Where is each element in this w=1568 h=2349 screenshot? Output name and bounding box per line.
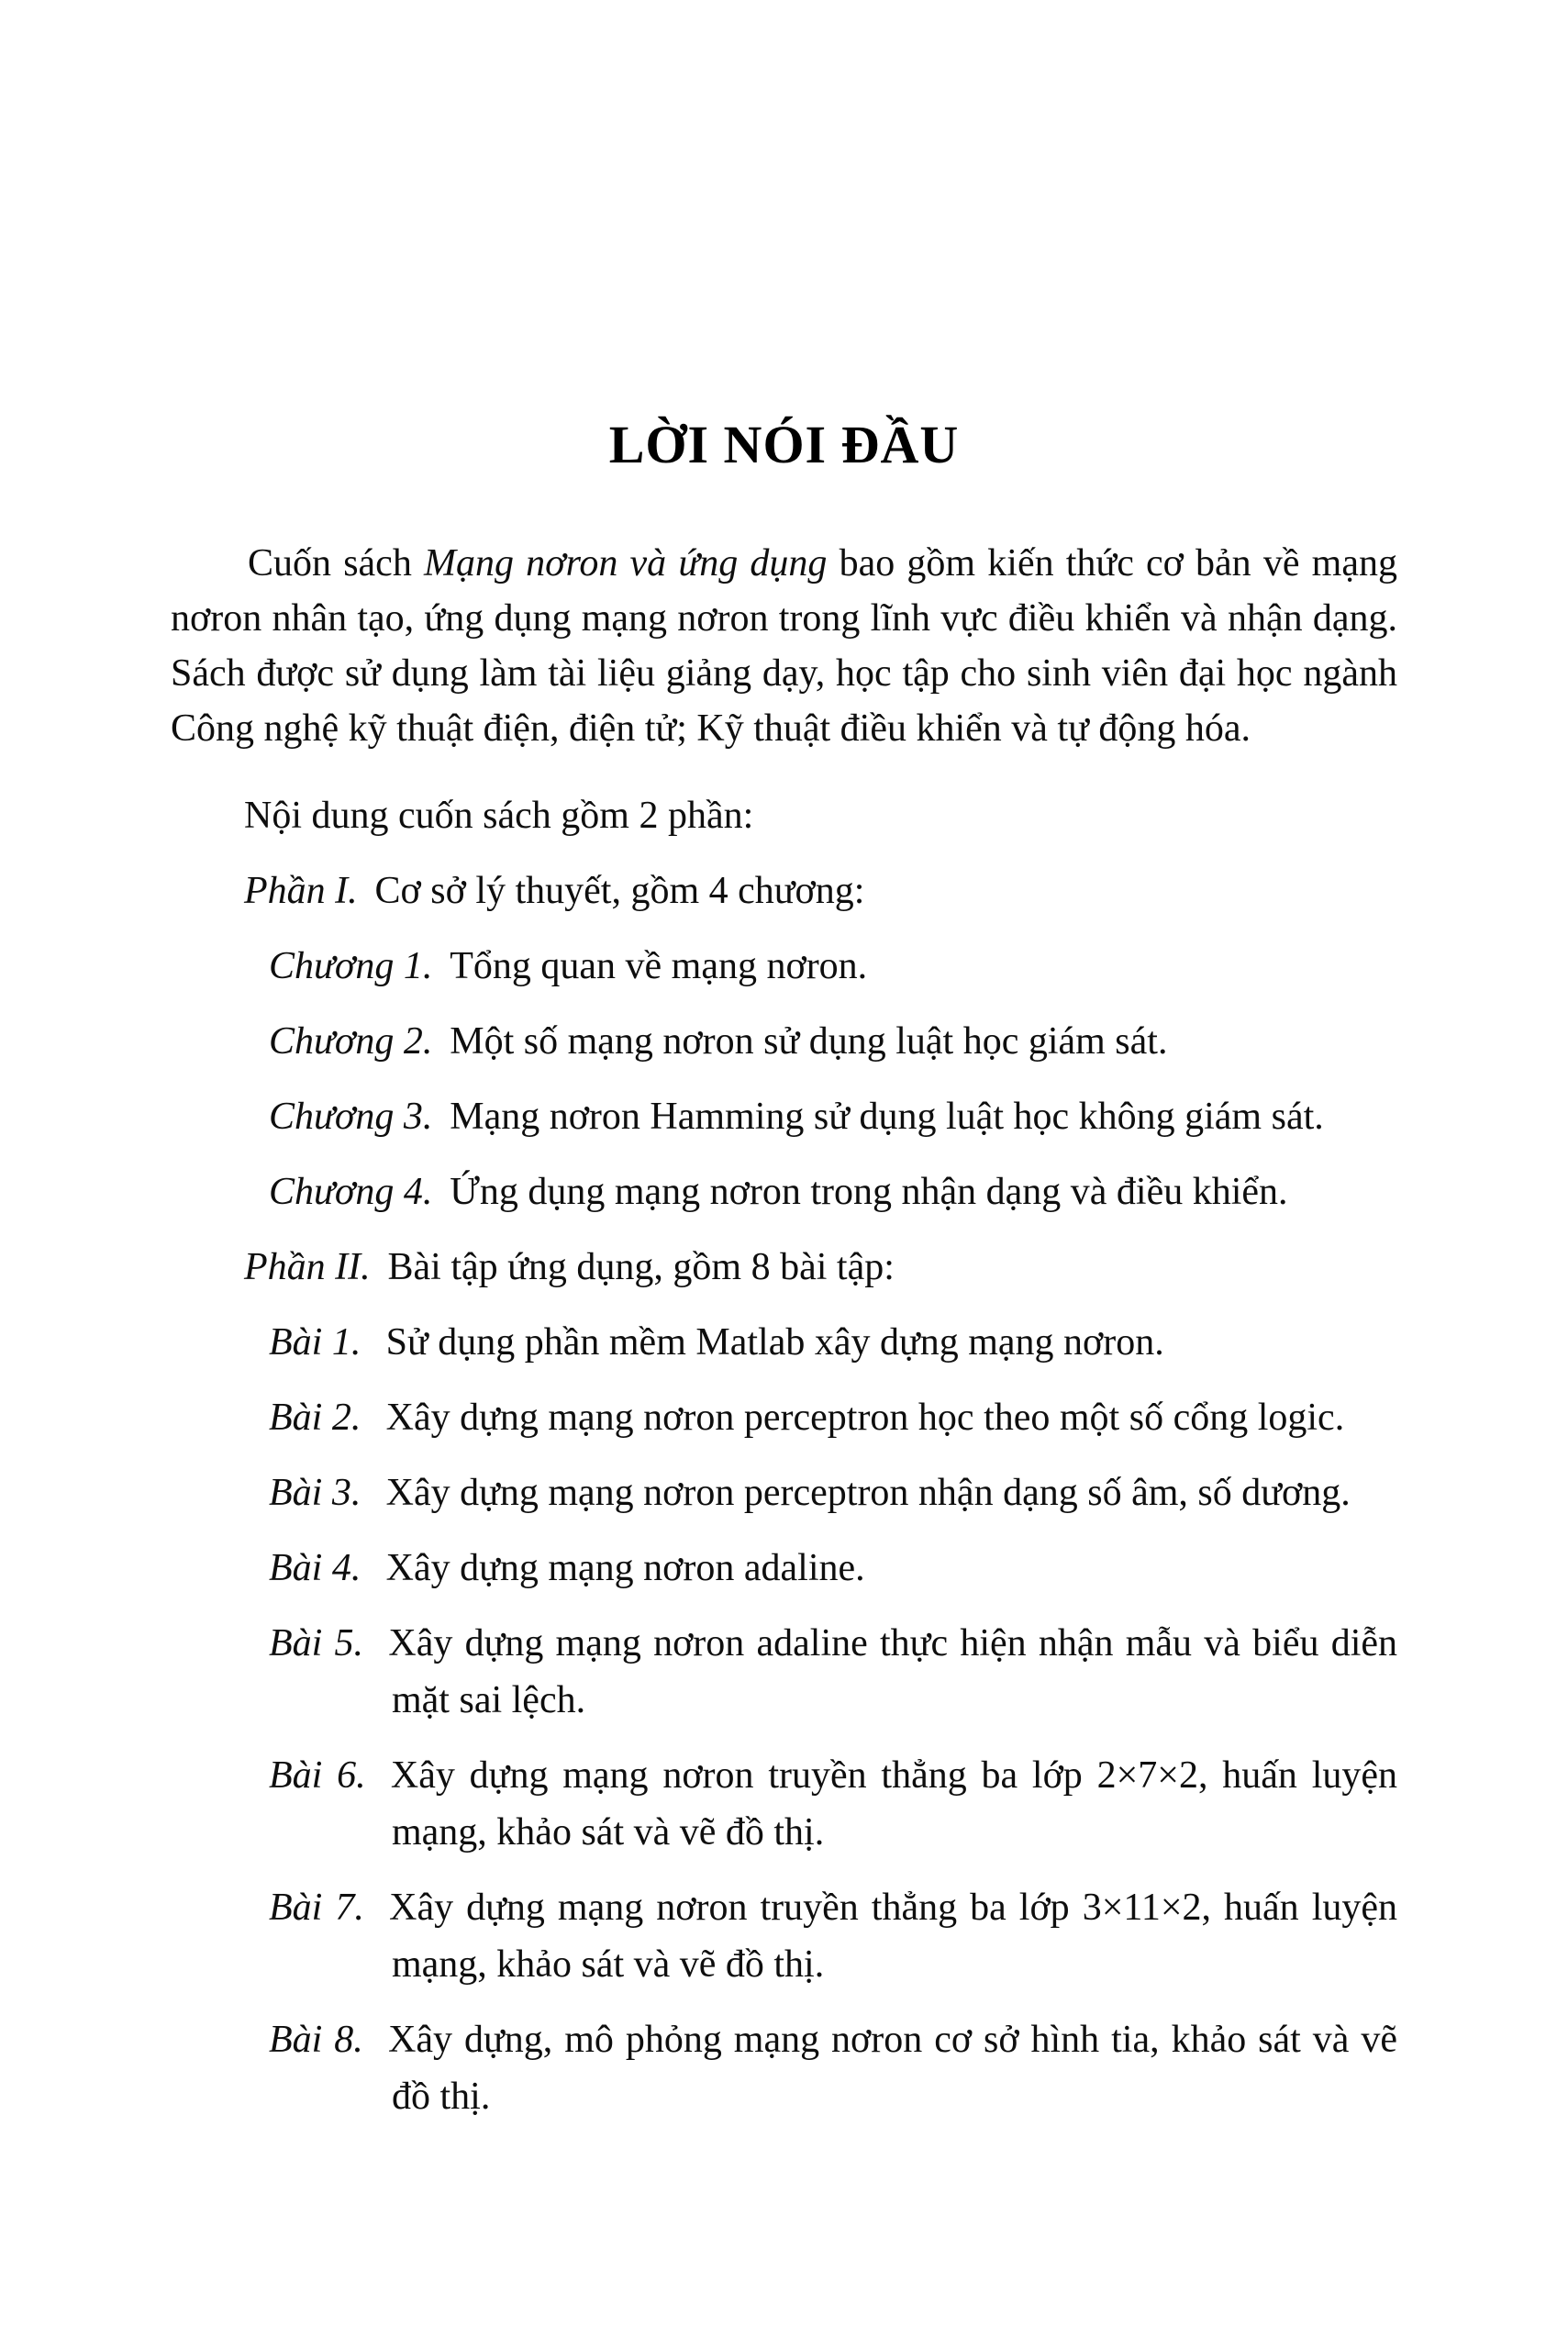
toc-item-exercise-2 <box>269 1389 1397 1446</box>
toc-item-text: Sử dụng phần mềm Matlab xây dựng mạng nơron. <box>385 1321 1164 1364</box>
toc-item-text: Xây dựng mạng nơron truyền thẳng ba lớp 2×7×2, huấn luyện mạng, khảo sát và vẽ đồ thị. <box>390 1754 1398 1854</box>
intro-text-post: bao gồm kiến thức cơ bản về mạng nơron nhân tạo, ứng dụng mạng nơron trong lĩnh vực điều khiển và nhận dạng. Sách được sử dụng làm tài liệu giảng dạy, học tập cho sinh viên đại học ngành Công nghệ kỹ thuật điện, điện tử; Kỹ thuật điều khiển và tự động hóa. <box>171 542 1397 750</box>
toc-item-exercise-8 <box>269 2011 1397 2125</box>
toc-item-label: Bài 2. <box>269 1397 361 1439</box>
toc-item-label: Bài 5. <box>269 1622 364 1664</box>
toc-item-label: Chương 3. <box>269 1096 433 1138</box>
toc-item-part-2 <box>244 1239 1397 1296</box>
toc-item-label: Bài 1. <box>269 1321 361 1364</box>
toc-item-label: Bài 3. <box>269 1472 361 1514</box>
toc-item-label: Chương 4. <box>269 1171 433 1213</box>
toc-item-text: Một số mạng nơron sử dụng luật học giám sát. <box>450 1020 1168 1063</box>
toc-item-exercise-4 <box>269 1540 1397 1597</box>
toc-item-text: Xây dựng mạng nơron adaline. <box>385 1547 865 1589</box>
toc-item-exercise-5 <box>269 1615 1397 1729</box>
toc-item-text: Xây dựng mạng nơron truyền thẳng ba lớp 3×11×2, huấn luyện mạng, khảo sát và vẽ đồ thị. <box>389 1887 1398 1986</box>
toc-item-text: Ứng dụng mạng nơron trong nhận dạng và điều khiển. <box>450 1171 1288 1213</box>
toc-item-chapter-2 <box>269 1013 1397 1070</box>
toc-item-exercise-3 <box>269 1464 1397 1521</box>
toc-item-chapter-1 <box>269 938 1397 995</box>
toc-lead: Nội dung cuốn sách gồm 2 phần: <box>244 795 754 837</box>
table-of-contents <box>171 863 1397 2125</box>
toc-item-label: Phần II. <box>244 1246 371 1288</box>
toc-item-text: Tổng quan về mạng nơron. <box>450 945 868 987</box>
toc-item-label: Chương 2. <box>269 1020 433 1063</box>
toc-item-chapter-4 <box>269 1163 1397 1220</box>
book-title: Mạng nơron và ứng dụng <box>424 542 828 584</box>
toc-item-label: Chương 1. <box>269 945 433 987</box>
toc-item-label: Phần I. <box>244 870 358 912</box>
toc-item-text: Bài tập ứng dụng, gồm 8 bài tập: <box>387 1246 895 1288</box>
toc-item-label: Bài 6. <box>269 1754 366 1797</box>
toc-item-chapter-3 <box>269 1088 1397 1145</box>
page-title: LỜI NÓI ĐẦU <box>608 415 960 474</box>
intro-paragraph <box>171 536 1397 756</box>
toc-item-exercise-1 <box>269 1314 1397 1371</box>
toc-item-text: Xây dựng mạng nơron perceptron nhận dạng số âm, số dương. <box>385 1472 1351 1514</box>
toc-item-text: Cơ sở lý thuyết, gồm 4 chương: <box>374 870 865 912</box>
toc-item-label: Bài 7. <box>269 1887 364 1929</box>
toc-item-part-1 <box>244 863 1397 919</box>
toc-item-label: Bài 8. <box>269 2019 363 2061</box>
toc-item-exercise-7 <box>269 1879 1397 1993</box>
intro-text-pre: Cuốn sách <box>248 542 424 584</box>
toc-item-exercise-6 <box>269 1747 1397 1861</box>
toc-item-text: Xây dựng mạng nơron adaline thực hiện nhận mẫu và biểu diễn mặt sai lệch. <box>388 1622 1397 1721</box>
toc-item-text: Xây dựng, mô phỏng mạng nơron cơ sở hình tia, khảo sát và vẽ đồ thị. <box>388 2019 1398 2118</box>
toc-item-label: Bài 4. <box>269 1547 361 1589</box>
toc-item-text: Xây dựng mạng nơron perceptron học theo một số cổng logic. <box>385 1397 1345 1439</box>
toc-item-text: Mạng nơron Hamming sử dụng luật học không giám sát. <box>450 1096 1324 1138</box>
